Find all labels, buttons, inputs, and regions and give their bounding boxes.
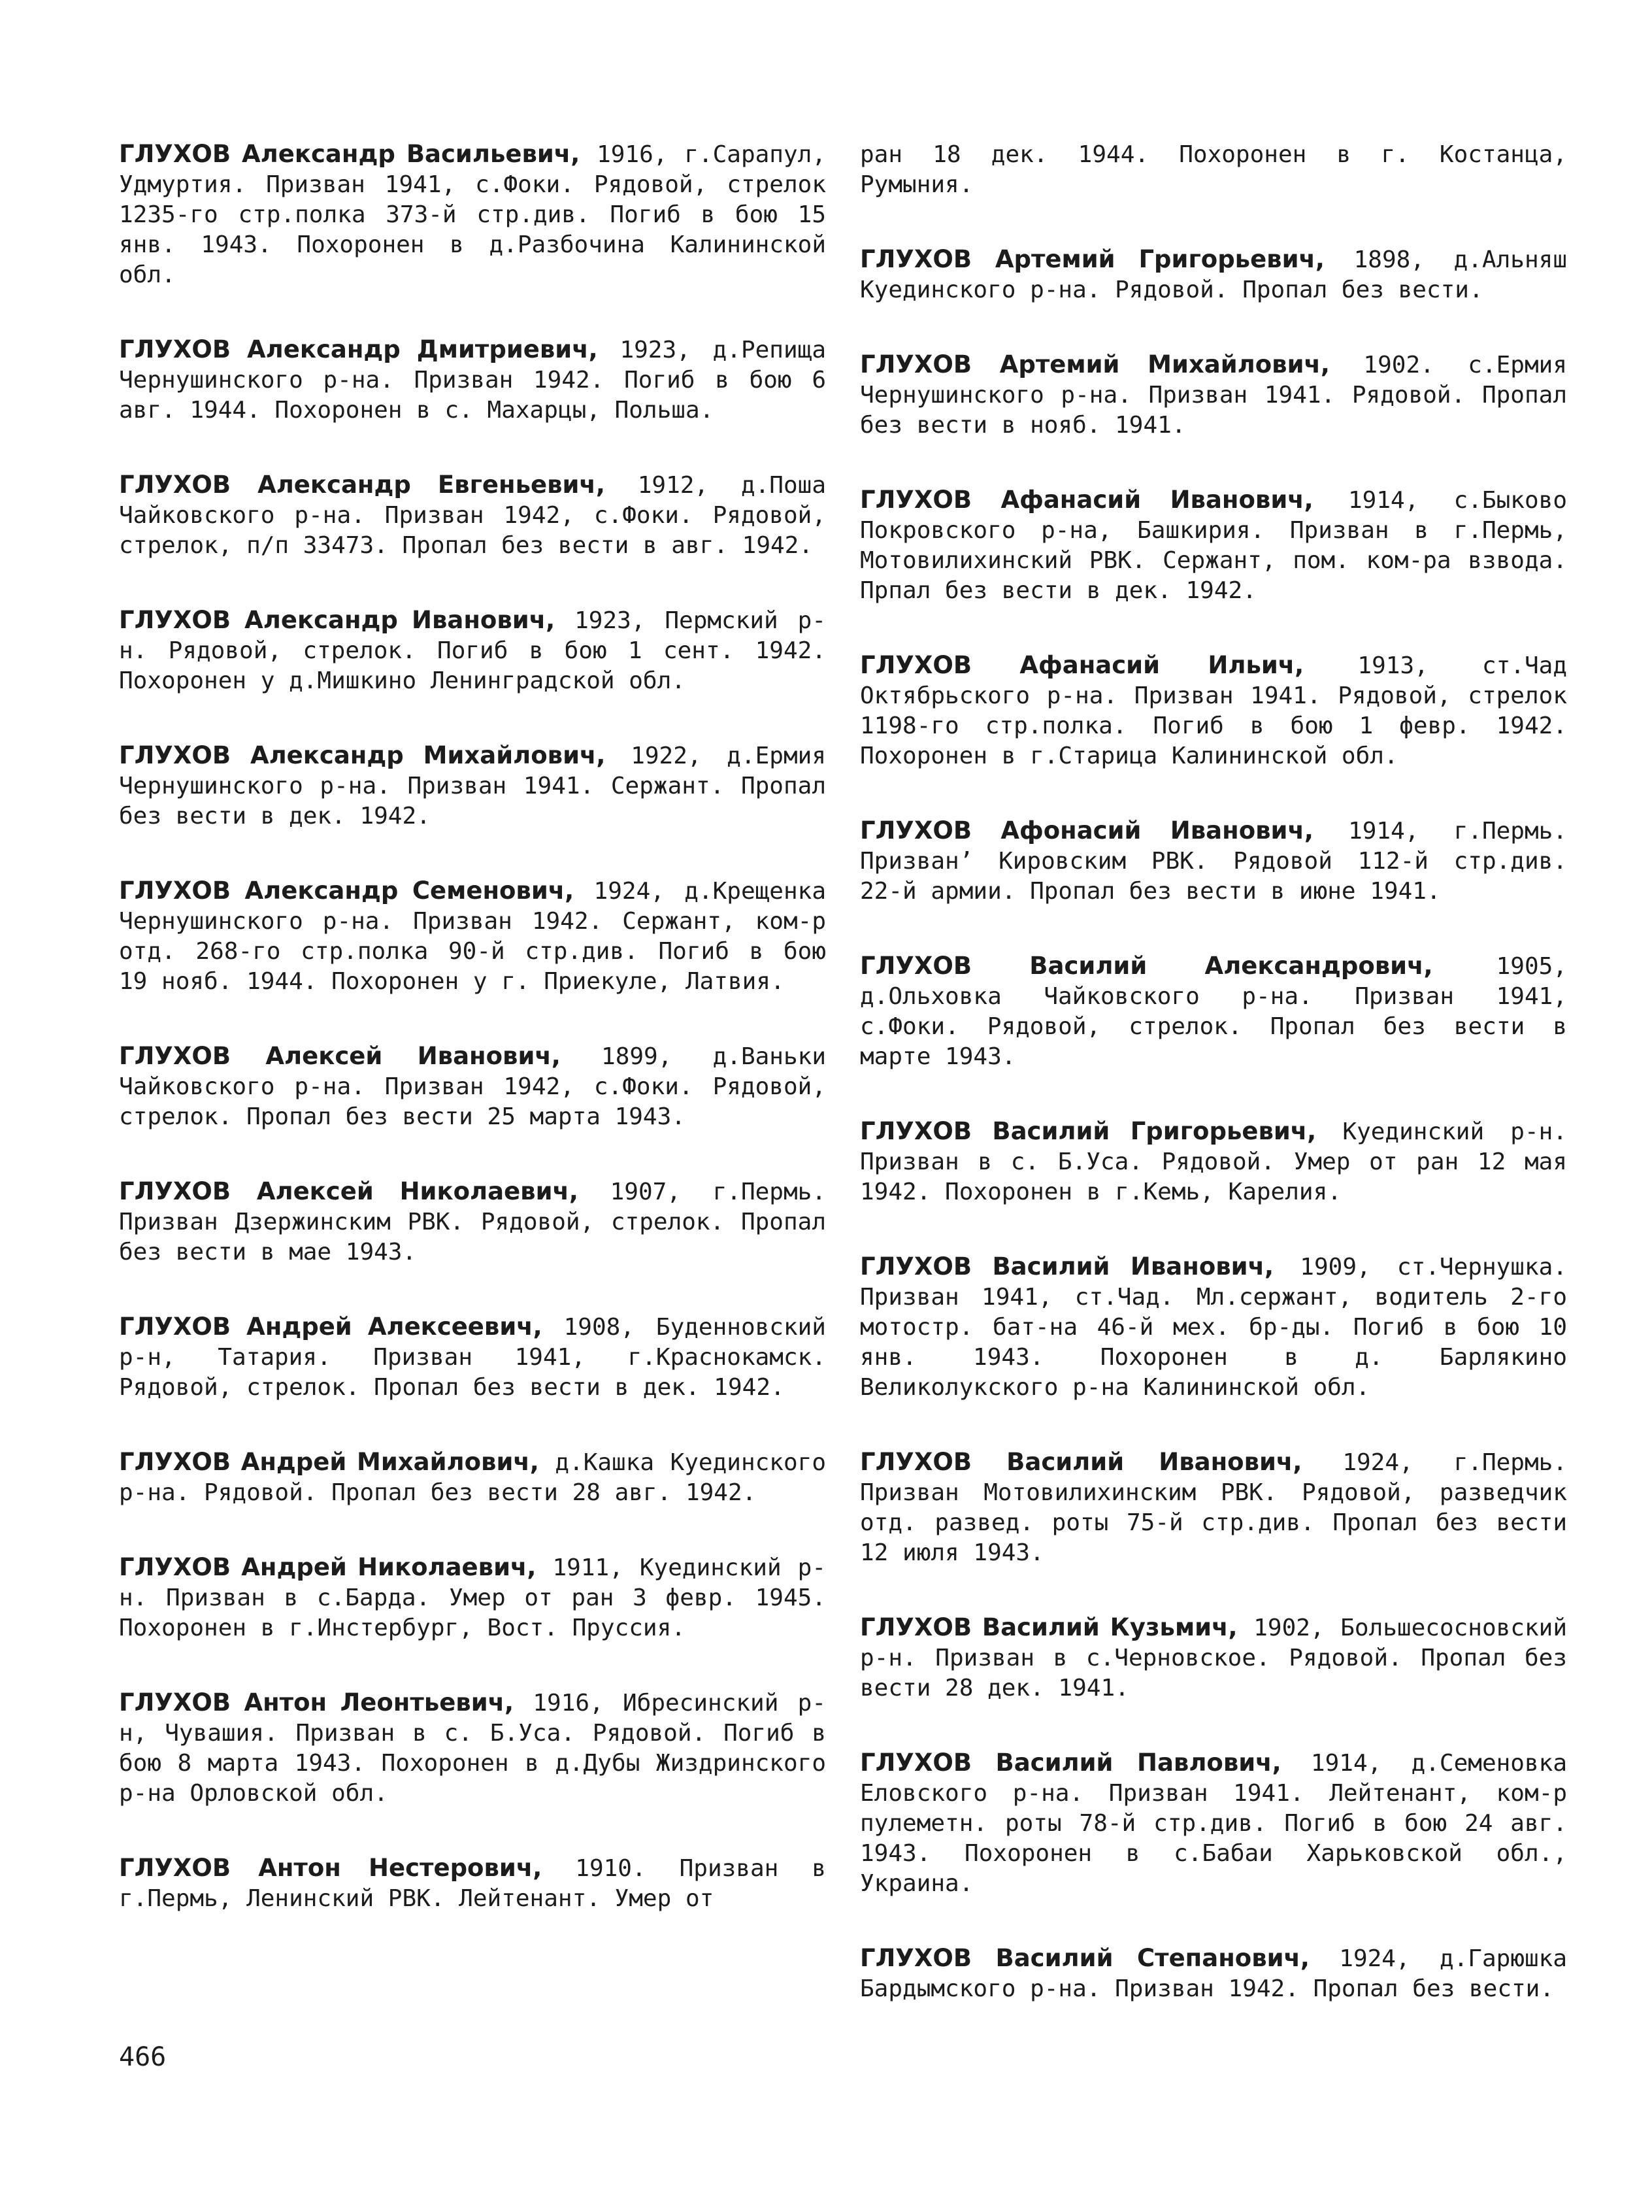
entry [860,1613,1567,1703]
entry-text: Куединский р-н. Призван в с. Б.Уса. Рядовой. Умер от ран 12 мая 1942. Похоронен в г.Кемь, Карелия. [860,1118,1567,1205]
entry [860,244,1567,305]
entry-text: 1923, д.Репища Чернушинского р-на. Призван 1942. Погиб в бою 6 авг. 1944. Похоронен в с. Махарцы, Польша. [119,337,826,424]
entry [119,1312,826,1403]
entry-text: 1909, ст.Чернушка. Призван 1941, ст.Чад. Мл.сержант, водитель 2-го мотостр. бат-на 46-й мех. бр-ды. Погиб в бою 10 янв. 1943. Похоронен в д. Барлякино Великолукского р-на Калининской обл. [860,1254,1567,1401]
entry-text: 1902. с.Ермия Чернушинского р-на. Призван 1941. Рядовой. Пропал без вести в нояб. 1941. [860,352,1567,439]
entry-text: 1914, д.Семеновка Еловского р-на. Призван 1941. Лейтенант, ком-р пулеметн. роты 78-й стр.див. Погиб в бою 24 авг. 1943. Похоронен в с.Бабаи Харьковской обл., Украина. [860,1750,1567,1897]
entry [119,1177,826,1267]
entry-name: ГЛУХОВ Афанасий Ильич, [860,651,1304,679]
entry [119,470,826,561]
entry-text: 1913, ст.Чад Октябрьского р-на. Призван 1941. Рядовой, стрелок 1198-го стр.полка. Погиб в бою 1 февр. 1942. Похоронен в г.Старица Калининской обл. [860,652,1567,769]
entry-name: ГЛУХОВ Андрей Алексеевич, [119,1313,542,1341]
entry [860,1116,1567,1207]
entry-name: ГЛУХОВ Василий Иванович, [860,1448,1302,1476]
entry-name: ГЛУХОВ Афанасий Иванович, [860,486,1313,514]
entry [860,650,1567,771]
entry-name: ГЛУХОВ Василий Степанович, [860,1944,1310,1972]
entry-text: 1914, с.Быково Покровского р-на, Башкирия. Призван в г.Пермь, Мотовилихинский РВК. Сержант, пом. ком-ра взвода. Прпал без вести в дек. 1942. [860,487,1567,604]
entry [119,1688,826,1809]
entry-text: 1905, д.Ольховка Чайковского р-на. Призван 1941, с.Фоки. Рядовой, стрелок. Пропал без вести в марте 1943. [860,953,1568,1070]
entry-name: ГЛУХОВ Афонасий Иванович, [860,816,1313,845]
entry-name: ГЛУХОВ Василий Григорьевич, [860,1117,1317,1145]
entry-text: д.Кашка Куединского р-на. Рядовой. Пропал без вести 28 авг. 1942. [119,1449,826,1506]
entry-text: 1898, д.Альняш Куединского р-на. Рядовой. Пропал без вести. [860,246,1567,303]
entry-name: ГЛУХОВ Василий Александрович, [860,952,1433,980]
entry-text: 1912, д.Поша Чайковского р-на. Призван 1942, с.Фоки. Рядовой, стрелок, п/п 33473. Пропал без вести в авг. 1942. [119,472,826,559]
entry-name: ГЛУХОВ Александр Михайлович, [119,741,606,769]
entry-text: ран 18 дек. 1944. Похоронен в г. Костанца, Румыния. [860,141,1567,198]
entry-name: ГЛУХОВ Алексей Николаевич, [119,1177,578,1205]
entry [860,1447,1567,1568]
entry-text: 1910. Призван в г.Пермь, Ленинский РВК. Лейтенант. Умер от [119,1855,827,1912]
entry-name: ГЛУХОВ Александр Семенович, [119,877,574,905]
entry-name: ГЛУХОВ Александр Евгеньевич, [119,471,605,499]
entry-name: ГЛУХОВ Артемий Григорьевич, [860,245,1325,273]
entry-text: 1911, Куединский р-н. Призван в с.Барда. Умер от ран 3 февр. 1945. Похоронен в г.Инстербург, Вост. Пруссия. [119,1554,826,1641]
entry-text: 1924, д.Гарюшка Бардымского р-на. Призван 1942. Пропал без вести. [860,1945,1568,2002]
entry-text: 1916, г.Сарапул, Удмуртия. Призван 1941, с.Фоки. Рядовой, стрелок 1235-го стр.полка 373-й стр.див. Погиб в бою 15 янв. 1943. Похоронен в д.Разбочина Калининской обл. [119,141,826,288]
entry-text: 1923, Пермский р-н. Рядовой, стрелок. Погиб в бою 1 сент. 1942. Похоронен у д.Мишкино Ленинградской обл. [119,607,826,694]
entry [119,335,826,426]
entry [119,1853,826,1914]
entry-text: 1924, г.Пермь. Призван Мотовилихинским РВК. Рядовой, разведчик отд. развед. роты 75-й стр.див. Пропал без вести 12 июля 1943. [860,1449,1567,1566]
entry [119,1041,826,1132]
entry [860,1748,1567,1899]
entry [119,1552,826,1643]
entry-text: 1922, д.Ермия Чернушинского р-на. Призван 1941. Сержант. Пропал без вести в дек. 1942. [119,743,826,830]
entry-name: ГЛУХОВ Василий Павлович, [860,1749,1281,1777]
entry [860,1252,1567,1403]
entry-name: ГЛУХОВ Андрей Михайлович, [119,1448,539,1476]
entry-text: 1914, г.Пермь. Призван’ Кировским РВК. Рядовой 112-й стр.див. 22-й армии. Пропал без вести в июне 1941. [860,818,1567,905]
entry-name: ГЛУХОВ Александр Иванович, [119,606,555,634]
entry [119,876,826,997]
entry-name: ГЛУХОВ Антон Нестерович, [119,1854,542,1882]
entry [119,605,826,696]
entry-name: ГЛУХОВ Александр Дмитриевич, [119,335,598,363]
entry-text: 1916, Ибресинский р-н, Чувашия. Призван в с. Б.Уса. Рядовой. Погиб в бою 8 марта 1943. Похоронен в д.Дубы Жиздринского р-на Орловской обл. [119,1690,826,1807]
entry-text: 1907, г.Пермь. Призван Дзержинским РВК. Рядовой, стрелок. Пропал без вести в мае 1943. [119,1179,826,1265]
entry-name: ГЛУХОВ Александр Васильевич, [119,140,580,168]
page-number: 466 [119,2042,167,2072]
entry [860,816,1567,907]
entry-name: ГЛУХОВ Алексей Иванович, [119,1042,561,1070]
entry-name: ГЛУХОВ Антон Леонтьевич, [119,1688,514,1717]
entry-text: 1908, Буденновский р-н, Татария. Призван 1941, г.Краснокамск. Рядовой, стрелок. Пропал без вести в дек. 1942. [119,1314,826,1401]
entry-text: 1899, д.Ваньки Чайковского р-на. Призван 1942, с.Фоки. Рядовой, стрелок. Пропал без вести 25 марта 1943. [119,1043,826,1130]
entry-name: ГЛУХОВ Артемий Михайлович, [860,350,1330,378]
entry [860,1943,1567,2004]
entry-name: ГЛУХОВ Андрей Николаевич, [119,1553,537,1581]
entry-continuation [860,139,1567,200]
entry-name: ГЛУХОВ Василий Иванович, [860,1252,1274,1281]
entry [119,741,826,831]
entry [860,951,1567,1072]
entry [860,485,1567,606]
entry-text: 1902, Большесосновский р-н. Призван в с.Черновское. Рядовой. Пропал без вести 28 дек. 1941. [860,1615,1568,1701]
entry-text: 1924, д.Крещенка Чернушинского р-на. Призван 1942. Сержант, ком-р отд. 268-го стр.полка 90-й стр.див. Погиб в бою 19 нояб. 1944. Похоронен у г. Приекуле, Латвия. [119,878,826,995]
entry [119,1447,826,1508]
entry [860,350,1567,441]
right-column [860,139,1567,2049]
entry-name: ГЛУХОВ Василий Кузьмич, [860,1613,1238,1641]
entry [119,139,826,290]
left-column [119,139,826,1958]
